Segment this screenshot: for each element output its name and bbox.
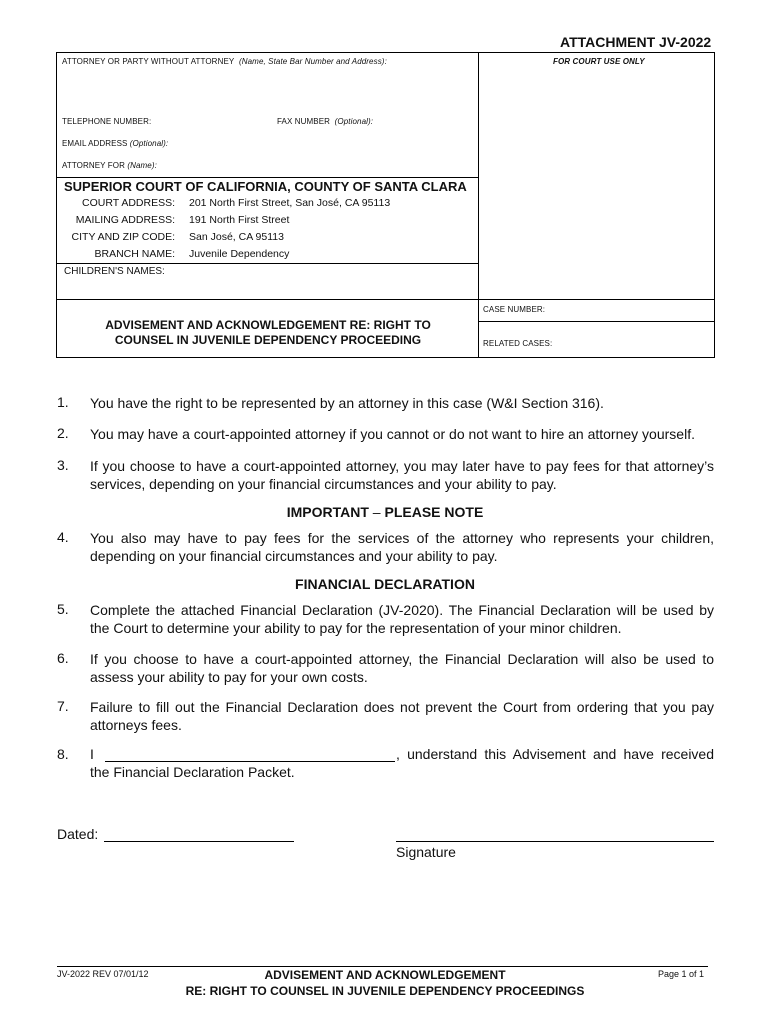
item-number: 6. [57, 650, 69, 666]
form-code: JV-2022 REV 07/01/12 [57, 969, 149, 979]
branch-label: BRANCH NAME: [94, 248, 175, 260]
rule-attorney [57, 177, 478, 178]
branch-name: Juvenile Dependency [189, 248, 290, 260]
attorney-label: ATTORNEY OR PARTY WITHOUT ATTORNEY (Name, State Bar Number and Address): [62, 57, 387, 66]
item-number: 4. [57, 529, 69, 545]
item-number: 8. [57, 746, 69, 762]
item-text: Failure to fill out the Financial Declaration does not prevent the Court from ordering that you pay attorneys fees. [90, 699, 714, 733]
name-fill-line[interactable] [105, 761, 395, 762]
caption-box [56, 52, 715, 358]
childrens-names-label: CHILDREN'S NAMES: [64, 266, 165, 277]
case-number-label: CASE NUMBER: [483, 305, 546, 314]
signature-line[interactable] [396, 841, 714, 842]
financial-heading: FINANCIAL DECLARATION [295, 576, 475, 592]
mailing-address: 191 North First Street [189, 214, 290, 226]
signature-label: Signature [396, 844, 456, 860]
telephone-label: TELEPHONE NUMBER: [62, 117, 152, 126]
attachment-title: ATTACHMENT JV-2022 [560, 34, 712, 50]
caption-divider [478, 53, 479, 357]
city-zip-label: CITY AND ZIP CODE: [71, 231, 175, 243]
email-label: EMAIL ADDRESS (Optional): [62, 139, 169, 148]
mailing-address-label: MAILING ADDRESS: [75, 214, 175, 226]
rule-children [57, 299, 714, 300]
item-text: If you choose to have a court-appointed attorney, you may later have to pay fees for that attorney’s services, depending on your financial circumstances and your ability to pay. [90, 458, 714, 492]
item-number: 2. [57, 425, 69, 441]
item-number: 1. [57, 394, 69, 410]
footer-title: ADVISEMENT AND ACKNOWLEDGEMENT RE: RIGHT TO COUNSEL IN JUVENILE DEPENDENCY PROCEEDINGS [185, 968, 585, 998]
attorney-for-label: ATTORNEY FOR (Name): [62, 161, 157, 170]
fax-label: FAX NUMBER (Optional): [277, 117, 374, 126]
item-number: 5. [57, 601, 69, 617]
item-text: You also may have to pay fees for the services of the attorney who represents your children, depending on your financial circumstances and your ability to pay. [90, 530, 714, 564]
rule-case-number [478, 321, 714, 322]
item-number: 7. [57, 698, 69, 714]
court-address-label: COURT ADDRESS: [82, 197, 175, 209]
item-text: Complete the attached Financial Declaration (JV-2020). The Financial Declaration will be used by the Court to determine your ability to pay for the representation of your minor children. [90, 602, 714, 636]
rule-court [57, 263, 478, 264]
item-text: If you choose to have a court-appointed attorney, the Financial Declaration will also be used to assess your ability to pay for your own costs. [90, 651, 714, 685]
court-title: SUPERIOR COURT OF CALIFORNIA, COUNTY OF SANTA CLARA [64, 179, 467, 194]
form-title: ADVISEMENT AND ACKNOWLEDGEMENT RE: RIGHT TO COUNSEL IN JUVENILE DEPENDENCY PROCEEDING [105, 318, 431, 347]
page-number: Page 1 of 1 [658, 969, 705, 979]
dated-line[interactable] [104, 841, 294, 842]
item-number: 3. [57, 457, 69, 473]
court-address: 201 North First Street, San José, CA 95113 [189, 197, 391, 209]
court-use-only: FOR COURT USE ONLY [553, 57, 645, 66]
city-zip: San José, CA 95113 [189, 231, 284, 243]
item-text: , understand this Advisement and have received [396, 746, 714, 762]
item-text: You have the right to be represented by an attorney in this case (W&I Section 316). [90, 395, 604, 411]
item-text: I [90, 746, 94, 762]
related-cases-label: RELATED CASES: [483, 339, 553, 348]
item-text: You may have a court-appointed attorney if you cannot or do not want to hire an attorney yourself. [90, 426, 695, 442]
important-heading: IMPORTANT – PLEASE NOTE [286, 504, 484, 520]
item-text: the Financial Declaration Packet. [90, 764, 295, 780]
dated-label: Dated: [57, 826, 99, 842]
